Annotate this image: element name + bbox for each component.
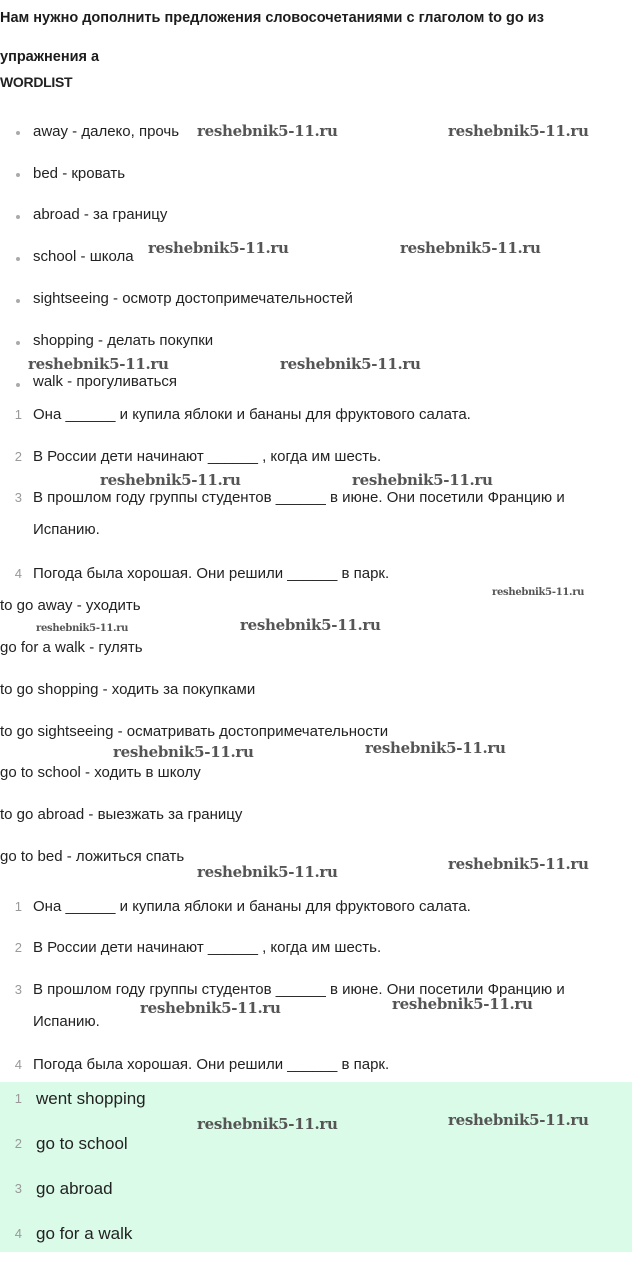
item-number: 1 [14, 899, 22, 914]
sentence: Погода была хорошая. Они решили ______ в парк. [33, 565, 390, 582]
watermark: reshebnik5-11.ru [197, 1115, 338, 1133]
phrase: to go shopping - ходить за покупками [0, 681, 256, 698]
item-number: 2 [14, 1136, 22, 1151]
sentence: В России дети начинают ______ , когда им шесть. [33, 448, 382, 465]
sentence: В прошлом году группы студентов ______ в июне. Они посетили Францию и [33, 981, 565, 998]
watermark: reshebnik5-11.ru [28, 355, 169, 373]
answer: go to school [36, 1134, 128, 1153]
watermark: reshebnik5-11.ru [400, 239, 541, 257]
task-title-cont: упражнения a [0, 49, 100, 65]
watermark: reshebnik5-11.ru [240, 616, 381, 634]
phrase: go to bed - ложиться спать [0, 848, 185, 865]
answer: go abroad [36, 1179, 113, 1198]
item-number: 3 [14, 1181, 22, 1196]
sentence: Погода была хорошая. Они решили ______ в парк. [33, 1056, 390, 1073]
sentence: Она ______ и купила яблоки и бананы для фруктового салата. [33, 406, 471, 423]
watermark: reshebnik5-11.ru [197, 122, 338, 140]
phrase: go to school - ходить в школу [0, 764, 201, 781]
wordlist-heading: WORDLIST [0, 74, 73, 90]
item-number: 4 [14, 566, 22, 581]
watermark: reshebnik5-11.ru [352, 471, 493, 489]
list-item: away - далеко, прочь [33, 123, 180, 140]
sentence: В России дети начинают ______ , когда им шесть. [33, 939, 382, 956]
watermark: reshebnik5-11.ru [492, 587, 585, 598]
list-item: walk - прогуливаться [33, 373, 178, 390]
item-number: 3 [14, 982, 22, 997]
watermark: reshebnik5-11.ru [113, 743, 254, 761]
item-number: 1 [14, 407, 22, 422]
task-title: Нам нужно дополнить предложения словосочетаниями с глаголом to go из [0, 10, 544, 26]
watermark: reshebnik5-11.ru [448, 122, 589, 140]
phrase: to go abroad - выезжать за границу [0, 806, 243, 823]
sentence-cont: Испанию. [33, 521, 100, 538]
phrase: to go sightseeing - осматривать достопримечательности [0, 723, 389, 740]
list-item: shopping - делать покупки [33, 332, 214, 349]
item-number: 2 [14, 940, 22, 955]
item-number: 4 [14, 1057, 22, 1072]
phrase: to go away - уходить [0, 597, 141, 614]
list-item: sightseeing - осмотр достопримечательностей [33, 290, 353, 307]
watermark: reshebnik5-11.ru [36, 623, 129, 634]
watermark: reshebnik5-11.ru [197, 863, 338, 881]
item-number: 3 [14, 490, 22, 505]
watermark: reshebnik5-11.ru [392, 995, 533, 1013]
phrase: go for a walk - гулять [0, 639, 143, 656]
item-number: 2 [14, 449, 22, 464]
item-number: 1 [14, 1091, 22, 1106]
answer: go for a walk [36, 1224, 133, 1243]
list-item: abroad - за границу [33, 206, 168, 223]
watermark: reshebnik5-11.ru [100, 471, 241, 489]
sentence-cont: Испанию. [33, 1013, 100, 1030]
watermark: reshebnik5-11.ru [448, 855, 589, 873]
item-number: 4 [14, 1226, 22, 1241]
watermark: reshebnik5-11.ru [148, 239, 289, 257]
sentence: Она ______ и купила яблоки и бананы для фруктового салата. [33, 898, 471, 915]
list-item: school - школа [33, 248, 134, 265]
watermark: reshebnik5-11.ru [140, 999, 281, 1017]
sentence: В прошлом году группы студентов ______ в июне. Они посетили Францию и [33, 489, 565, 506]
watermark: reshebnik5-11.ru [365, 739, 506, 757]
watermark: reshebnik5-11.ru [280, 355, 421, 373]
answer: went shopping [36, 1089, 146, 1108]
watermark: reshebnik5-11.ru [448, 1111, 589, 1129]
list-item: bed - кровать [33, 165, 126, 182]
